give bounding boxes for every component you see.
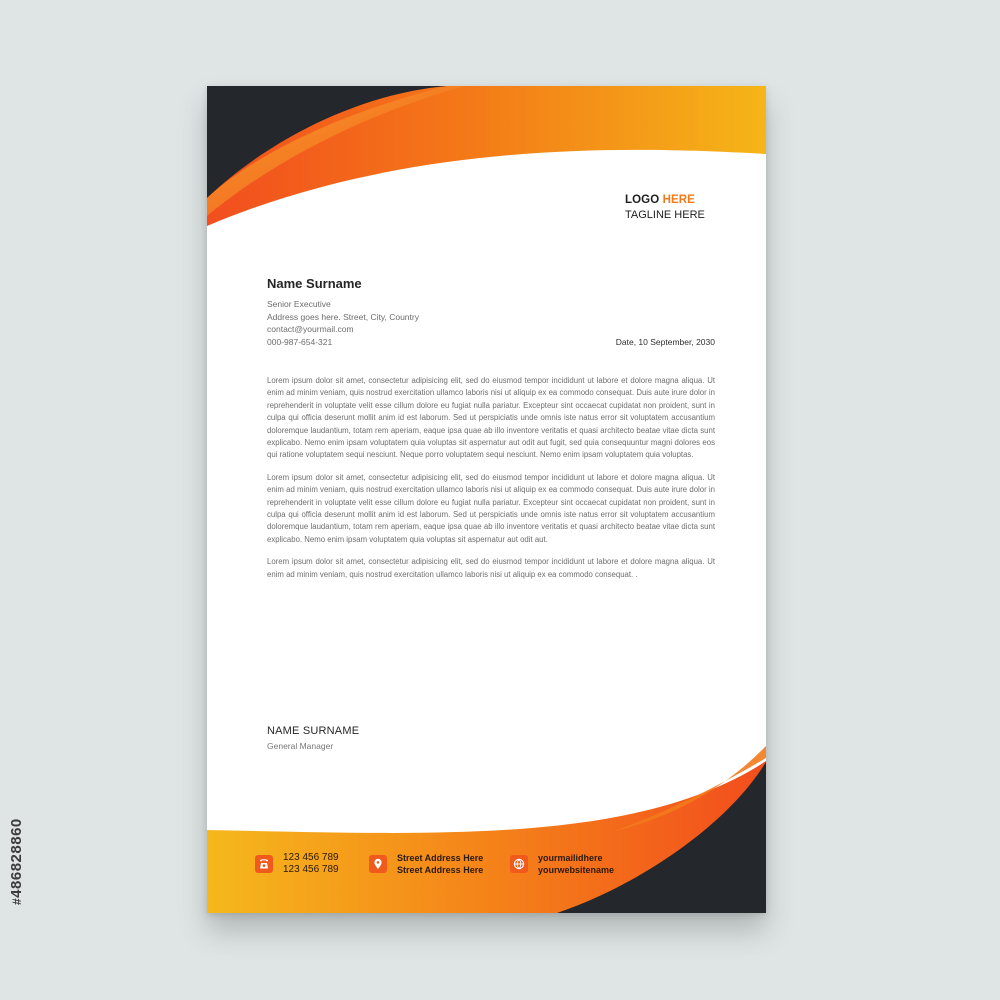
- body-paragraph: Lorem ipsum dolor sit amet, consectetur adipisicing elit, sed do eiusmod tempor incididunt ut labore et dolore magna aliqua. Ut enim ad minim veniam, quis nostrud exercitation ullamco laboris nisi ut aliquip ex ea commodo consequat. Duis aute irure dolor in reprehenderit in voluptate velit esse cillum dolore eu fugiat nulla pariatur. Excepteur sint occaecat cupidatat non proident, sunt in culpa qui officia deserunt mollit anim id est laborum. Sed ut perspiciatis unde omnis iste natus error sit voluptatem accusantium doloremque laudantium, totam rem aperiam, eaque ipsa quae ab illo inventore veritatis et quasi architecto beatae vitae dicta sunt explicabo. Nemo enim ipsam voluptatem quia voluptas sit aspernatur aut odit aut.: [267, 472, 715, 544]
- sender-title: Senior Executive: [267, 299, 331, 309]
- logo: [625, 194, 695, 206]
- footer-website: yourwebsitename: [538, 865, 615, 875]
- sender-email: contact@yourmail.com: [267, 324, 354, 334]
- signature-title: General Manager: [267, 741, 334, 751]
- footer-web: [510, 851, 614, 877]
- footer-address-1: Street Address Here: [397, 852, 484, 863]
- footer-address-2: Street Address Here: [397, 865, 484, 875]
- letterhead-page: [207, 86, 766, 913]
- sender-name: Name Surname: [267, 276, 362, 291]
- sender-info: [267, 298, 419, 348]
- body-paragraph: Lorem ipsum dolor sit amet, consectetur adipisicing elit, sed do eiusmod tempor incididunt ut labore et dolore magna aliqua. Ut enim ad minim veniam, quis nostrud exercitation ullamco laboris nisi ut aliquip ex ea commodo consequat. .: [267, 557, 715, 579]
- footer-phone: [255, 851, 339, 877]
- hash-symbol: #: [10, 897, 24, 905]
- footer-phone-2: 123 456 789: [283, 864, 339, 875]
- stock-id-number: 486828860: [8, 818, 25, 898]
- sender-phone: 000-987-654-321: [267, 336, 333, 347]
- sender-address: Address goes here. Street, City, Country: [267, 311, 419, 322]
- body-paragraph: Lorem ipsum dolor sit amet, consectetur adipisicing elit, sed do eiusmod tempor incididunt ut labore et dolore magna aliqua. Ut enim ad minim veniam, quis nostrud exercitation ullamco laboris nisi ut aliquip ex ea commodo consequat. Duis aute irure dolor in reprehenderit in voluptate velit esse cillum dolore eu fugiat nulla pariatur. Excepteur sint occaecat cupidatat non proident, sunt in culpa qui officia deserunt mollit anim id est laborum. Sed ut perspiciatis unde omnis iste natus error sit voluptatem accusantium doloremque laudantium, totam rem aperiam, eaque ipsa quae ab illo inventore veritatis et quasi architecto beatae vitae dicta sunt explicabo. Nemo enim ipsam voluptatem quia voluptas sit aspernatur aut odit aut fugit, sed quia consequuntur magni dolores eos qui ratione voluptatem sequi nesciunt. Neque porro voluptatem sequi nesciunt. Nemo enim ipsam voluptatem quia voluptas.: [267, 376, 715, 460]
- signature-name: NAME SURNAME: [267, 725, 360, 737]
- footer-address: [369, 851, 483, 877]
- footer-email: yourmailidhere: [538, 852, 603, 863]
- stock-watermark-id: [8, 745, 38, 905]
- letter-date: Date, 10 September, 2030: [615, 337, 715, 347]
- footer-phone-1: 123 456 789: [283, 851, 339, 863]
- globe-icon: [510, 855, 528, 873]
- phone-icon: [255, 855, 273, 873]
- location-pin-icon: [369, 855, 387, 873]
- letter-body: [267, 375, 715, 591]
- logo-text: LOGO: [625, 194, 660, 206]
- logo-tagline: TAGLINE HERE: [625, 209, 705, 221]
- logo-accent-text: HERE: [662, 194, 695, 206]
